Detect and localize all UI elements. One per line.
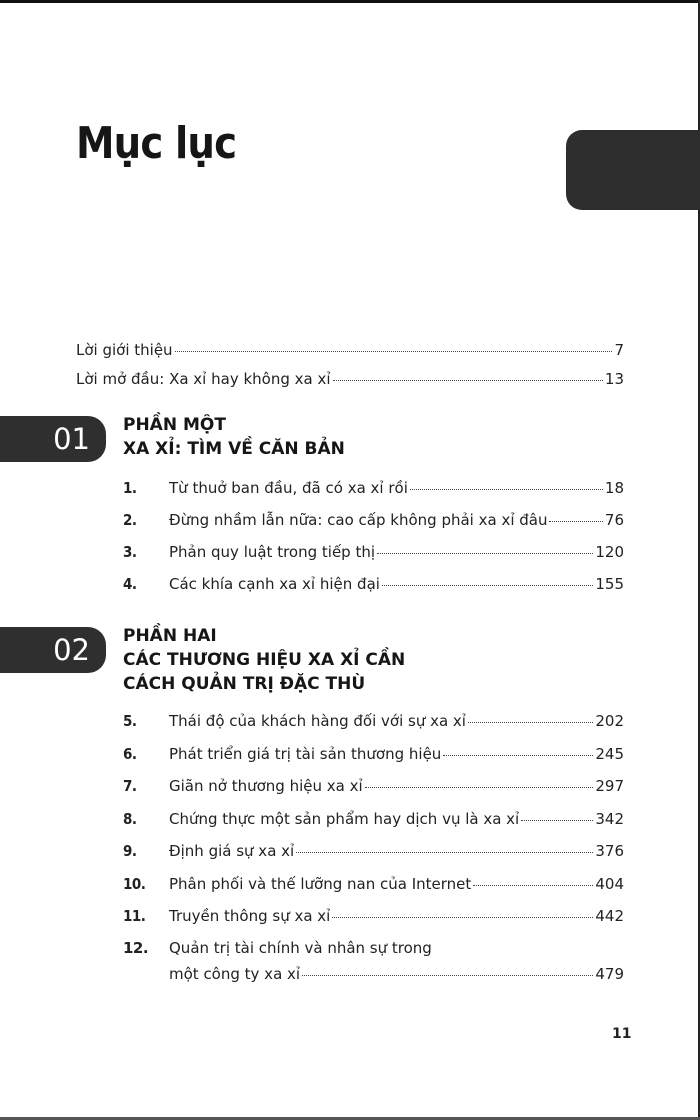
toc-entry-text: Lời mở đầu: Xa xỉ hay không xa xỉ (76, 370, 331, 388)
chapter-page: 404 (595, 875, 624, 893)
top-border (0, 0, 700, 3)
chapter-title: Thái độ của khách hàng đối với sự xa xỉ (169, 712, 466, 730)
chapter-page: 202 (595, 712, 624, 730)
part-heading-line: XA XỈ: TÌM VỀ CĂN BẢN (123, 439, 345, 459)
toc-entry-page: 13 (604, 370, 624, 388)
chapter-title: Các khía cạnh xa xỉ hiện đại (169, 575, 380, 593)
toc-chapter[interactable] (123, 875, 624, 893)
chapter-number: 3. (123, 543, 137, 561)
dot-leader (302, 974, 593, 976)
dot-leader (365, 786, 594, 788)
dot-leader (333, 379, 603, 381)
dot-leader (473, 884, 593, 886)
page-number: 11 (612, 1026, 632, 1042)
chapter-number: 6. (123, 745, 137, 763)
toc-chapter[interactable] (123, 777, 624, 795)
chapter-page: 76 (604, 511, 624, 529)
part-heading-line: PHẦN HAI (123, 626, 217, 646)
chapter-page: 245 (595, 745, 624, 763)
chapter-number: 10. (123, 875, 146, 893)
dot-leader (332, 916, 593, 918)
chapter-number: 4. (123, 575, 137, 593)
toc-chapter[interactable] (123, 479, 624, 497)
toc-chapter[interactable] (123, 907, 624, 925)
chapter-title: Đừng nhầm lẫn nữa: cao cấp không phải xa xỉ đâu (169, 511, 548, 529)
toc-chapter[interactable] (123, 939, 624, 983)
dot-leader (382, 584, 593, 586)
dot-leader (549, 520, 602, 522)
chapter-page: 342 (595, 810, 624, 828)
toc-chapter[interactable] (123, 712, 624, 730)
chapter-page: 120 (595, 543, 624, 561)
chapter-number: 7. (123, 777, 137, 795)
part-heading-line: CÁCH QUẢN TRỊ ĐẶC THÙ (123, 674, 366, 694)
toc-entry-introduction[interactable] (76, 341, 624, 359)
part-heading-line: CÁC THƯƠNG HIỆU XA XỈ CẦN (123, 650, 406, 670)
page-title: Mục lục (76, 118, 237, 169)
chapter-page: 442 (595, 907, 624, 925)
dot-leader (521, 819, 593, 821)
toc-chapter[interactable] (123, 810, 624, 828)
chapter-number: 12. (123, 939, 149, 957)
chapter-title: Phát triển giá trị tài sản thương hiệu (169, 745, 442, 763)
chapter-page: 297 (595, 777, 624, 795)
toc-entry-text: Lời giới thiệu (76, 341, 173, 359)
chapter-title: Định giá sự xa xỉ (169, 842, 295, 860)
dot-leader (410, 488, 603, 490)
chapter-title: Giãn nở thương hiệu xa xỉ (169, 777, 363, 795)
toc-entry-page: 7 (614, 341, 624, 359)
chapter-title-line1: Quản trị tài chính và nhân sự trong (169, 939, 432, 957)
part-heading-line: PHẦN MỘT (123, 415, 226, 435)
toc-chapter[interactable] (123, 575, 624, 593)
part-number-tab (0, 416, 106, 462)
chapter-number: 2. (123, 511, 137, 529)
part-number-tab (0, 627, 106, 673)
toc-chapter[interactable] (123, 543, 624, 561)
chapter-title: Chứng thực một sản phẩm hay dịch vụ là xa xỉ (169, 810, 520, 828)
chapter-page: 155 (595, 575, 624, 593)
dot-leader (296, 851, 593, 853)
dot-leader (443, 754, 593, 756)
chapter-title: Truyền thông sự xa xỉ (169, 907, 331, 925)
chapter-number: 8. (123, 810, 137, 828)
toc-entry-preface[interactable] (76, 370, 624, 388)
toc-chapter[interactable] (123, 842, 624, 860)
chapter-page: 376 (595, 842, 624, 860)
chapter-number: 9. (123, 842, 137, 860)
part-number: 02 (53, 633, 90, 667)
dot-leader (377, 552, 593, 554)
part-heading (123, 624, 405, 696)
part-number: 01 (53, 422, 90, 456)
chapter-title: Từ thuở ban đầu, đã có xa xỉ rồi (169, 479, 408, 497)
chapter-number: 5. (123, 712, 137, 730)
toc-chapter[interactable] (123, 511, 624, 529)
chapter-title-line2: một công ty xa xỉ (169, 965, 301, 983)
chapter-title: Phân phối và thế lưỡng nan của Internet (169, 875, 472, 893)
dot-leader (468, 721, 593, 723)
chapter-title: Phản quy luật trong tiếp thị (169, 543, 376, 561)
chapter-number: 11. (123, 907, 146, 925)
chapter-number: 1. (123, 479, 137, 497)
chapter-page: 18 (604, 479, 624, 497)
corner-tab-decoration (566, 130, 700, 210)
toc-chapter[interactable] (123, 745, 624, 763)
chapter-page: 479 (595, 965, 624, 983)
part-heading (123, 413, 345, 461)
dot-leader (175, 350, 613, 352)
